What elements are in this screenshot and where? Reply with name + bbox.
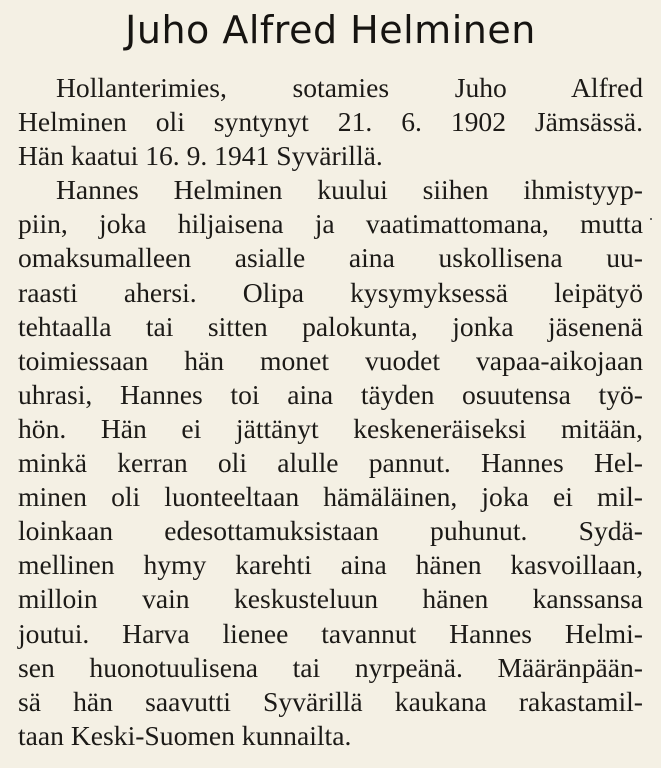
text-line: sä hän saavutti Syvärillä kaukana rakastamil- (18, 685, 643, 717)
text-line: Hannes Helminen kuului siihen ihmistyyp- (56, 174, 643, 206)
text-line: mellinen hymy karehti aina hänen kasvoillaan, (18, 549, 643, 581)
text-line: hön. Hän ei jättänyt keskeneräiseksi mitään, (18, 412, 643, 444)
text-line: sen huonotuulisena tai nyrpeänä. Määränpään- (18, 651, 643, 683)
text-line: joutui. Harva lienee tavannut Hannes Helmi- (18, 617, 643, 649)
text-line: taan Keski-Suomen kunnailta. (18, 719, 352, 751)
document-body (18, 71, 643, 753)
text-line: Hän kaatui 16. 9. 1941 Syvärillä. (18, 140, 383, 172)
text-line: raasti ahersi. Olipa kysymyksessä leipätyö (18, 276, 643, 308)
text-line: Hollanterimies, sotamies Juho Alfred (56, 72, 643, 103)
text-line: Helminen oli syntynyt 21. 6. 1902 Jämsässä. (18, 106, 643, 138)
text-line: milloin vain keskusteluun hänen kanssansa (18, 583, 643, 615)
text-line: uhrasi, Hannes toi aina täyden osuutensa työ- (18, 378, 643, 410)
text-line: tehtaalla tai sitten palokunta, jonka jäsenenä (18, 310, 643, 342)
print-speck (650, 218, 652, 220)
document-title: Juho Alfred Helminen (125, 8, 536, 52)
text-line: toimiessaan hän monet vuodet vapaa-aikojaan (18, 344, 643, 376)
text-line: minkä kerran oli alulle pannut. Hannes Hel- (18, 447, 643, 479)
text-line: omaksumalleen asialle aina uskollisena uu- (18, 242, 643, 274)
text-line: piin, joka hiljaisena ja vaatimattomana, mutta (18, 208, 643, 240)
text-line: loinkaan edesottamuksistaan puhunut. Sydä- (18, 515, 643, 547)
text-line: minen oli luonteeltaan hämäläinen, joka ei mil- (18, 481, 643, 513)
